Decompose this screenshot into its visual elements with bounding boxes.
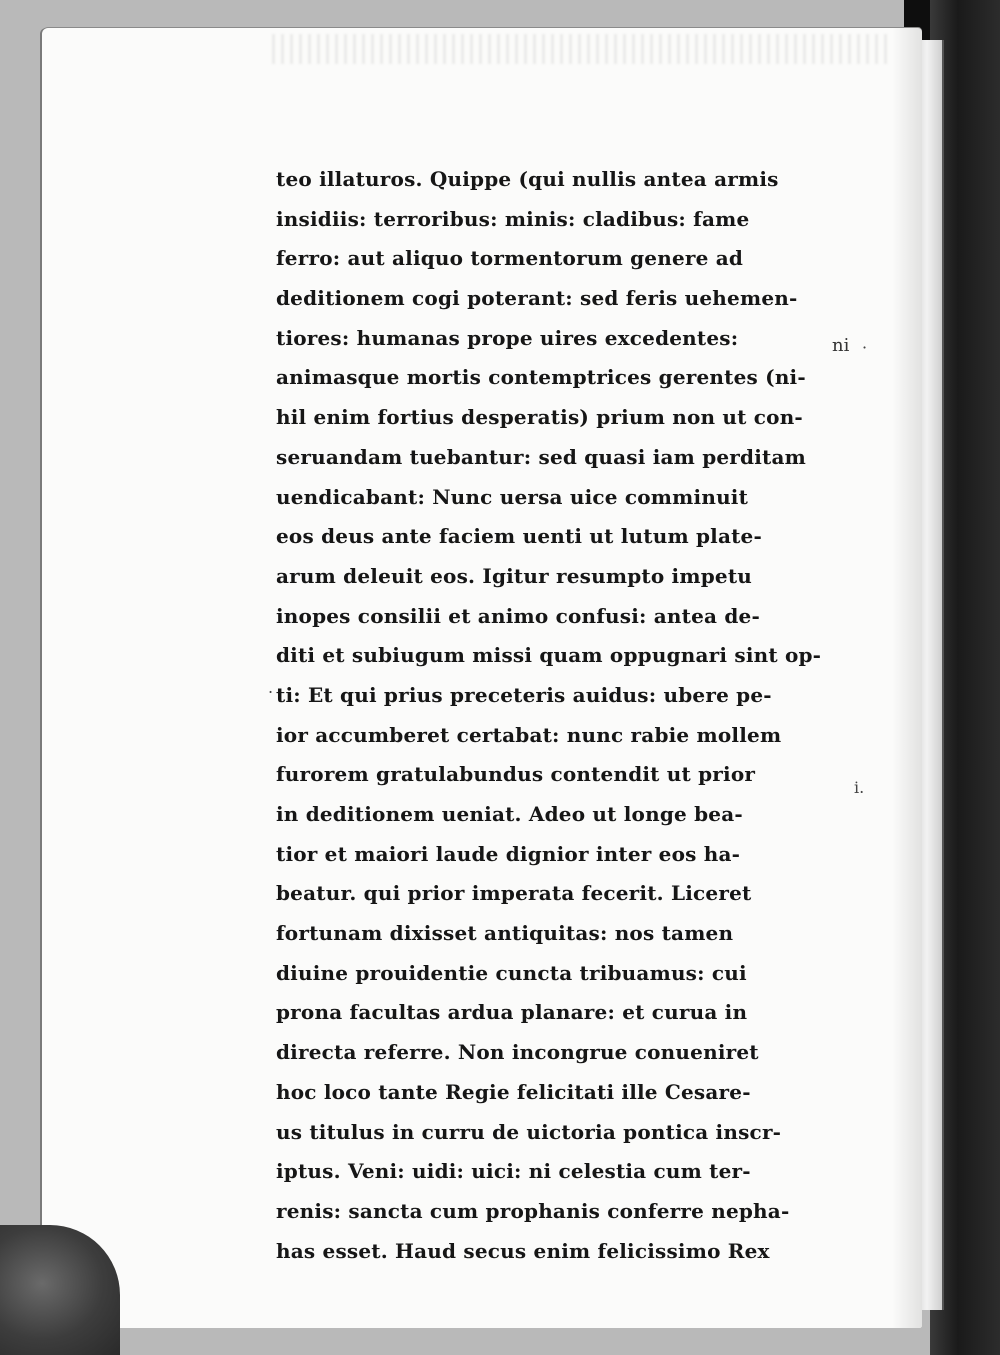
- manuscript-line: hil enim fortius desperatis) prium non ut con-: [276, 405, 803, 430]
- manuscript-line: beatur. qui prior imperata fecerit. Liceret: [276, 881, 752, 906]
- manuscript-line: ior accumberet certabat: nunc rabie mollem: [276, 722, 782, 747]
- manuscript-line: ferro: aut aliquo tormentorum genere ad: [276, 246, 744, 271]
- margin-mark: i.: [854, 778, 865, 797]
- gutter-shadow: [892, 28, 922, 1328]
- manuscript-line: animasque mortis contemptrices gerentes (ni-: [276, 365, 806, 390]
- manuscript-line: renis: sancta cum prophanis conferre nepha-: [276, 1198, 790, 1223]
- page-top-stain: [272, 34, 892, 64]
- manuscript-line: fortunam dixisset antiquitas: nos tamen: [276, 921, 734, 946]
- manuscript-line: furorem gratulabundus contendit ut prior: [276, 762, 756, 787]
- manuscript-line: diti et subiugum missi quam oppugnari sint op-: [276, 643, 822, 668]
- manuscript-line: iptus. Veni: uidi: uici: ni celestia cum ter-: [276, 1159, 751, 1184]
- manuscript-line: tior et maiori laude dignior inter eos ha-: [276, 841, 741, 866]
- manuscript-line: inopes consilii et animo confusi: antea de-: [276, 603, 760, 628]
- manuscript-line: has esset. Haud secus enim felicissimo Rex: [276, 1238, 770, 1263]
- manuscript-text-block: [276, 160, 856, 1271]
- manuscript-line: ti: Et qui prius preceteris auidus: ubere pe-: [276, 682, 772, 707]
- margin-mark: .: [268, 678, 274, 697]
- manuscript-line: arum deleuit eos. Igitur resumpto impetu: [276, 563, 752, 588]
- manuscript-line: eos deus ante faciem uenti ut lutum plate-: [276, 524, 762, 549]
- manuscript-line: hoc loco tante Regie felicitati ille Cesare-: [276, 1079, 751, 1104]
- manuscript-line: seruandam tuebantur: sed quasi iam perditam: [276, 444, 806, 469]
- margin-note: ni: [832, 335, 850, 356]
- manuscript-line: tiores: humanas prope uires excedentes:: [276, 325, 739, 350]
- manuscript-line: directa referre. Non incongrue conueniret: [276, 1040, 759, 1065]
- manuscript-line: us titulus in curru de uictoria pontica inscr-: [276, 1119, 782, 1144]
- manuscript-line: deditionem cogi poterant: sed feris uehemen-: [276, 286, 798, 311]
- manuscript-line: prona facultas ardua planare: et curua in: [276, 1000, 748, 1025]
- manuscript-line: diuine prouidentie cuncta tribuamus: cui: [276, 960, 747, 985]
- manuscript-line: in deditionem ueniat. Adeo ut longe bea-: [276, 802, 743, 826]
- manuscript-line: uendicabant: Nunc uersa uice comminuit: [276, 484, 749, 509]
- manuscript-line: insidiis: terroribus: minis: cladibus: fame: [276, 206, 750, 231]
- manuscript-line: teo illaturos. Quippe (qui nullis antea armis: [276, 167, 779, 191]
- margin-mark: ·: [862, 338, 868, 357]
